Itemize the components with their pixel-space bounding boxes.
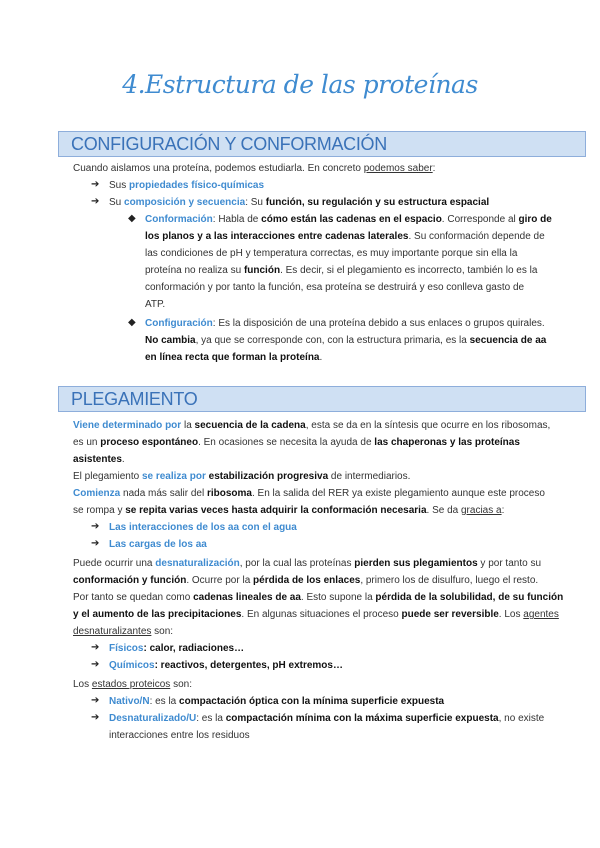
plegamiento-line-11: desnaturalizantes son: xyxy=(73,626,174,637)
conformacion-line-6: ATP. xyxy=(145,299,166,310)
section-heading-text: PLEGAMIENTO xyxy=(71,389,198,409)
plegamiento-line-8: conformación y función. Ocurre por la pérdida de los enlaces, primero los de disulfuro, luego el resto. xyxy=(73,575,539,586)
section-heading-plegamiento xyxy=(58,386,586,412)
plegamiento-line-9: Por tanto se quedan como cadenas lineales de aa. Esto supone la pérdida de la solubilidad, de su función xyxy=(73,592,564,603)
plegamiento-line-10: y el aumento de las precipitaciones. En algunas situaciones el proceso puede ser reversible. Los agentes xyxy=(73,609,559,620)
conformacion-line-4: proteína no realiza su función. Es decir, si el plegamiento es incorrecto, también lo es la xyxy=(145,265,538,276)
arrow-bullet-icon: ➔ xyxy=(91,521,100,532)
configuracion-line-1: Configuración: Es la disposición de una proteína debido a sus enlaces o grupos quirales. xyxy=(145,318,545,329)
bullet-composicion: Su composición y secuencia: Su función, su regulación y su estructura espacial xyxy=(109,197,490,208)
plegamiento-line-4: El plegamiento se realiza por estabilización progresiva de intermediarios. xyxy=(73,471,411,482)
bullet-desnaturalizado: Desnaturalizado/U: es la compactación mínima con la máxima superficie expuesta, no existe xyxy=(109,713,545,724)
arrow-bullet-icon: ➔ xyxy=(91,179,100,190)
plegamiento-line-5: Comienza nada más salir del ribosoma. En la salida del RER ya existe plegamiento aunque este proceso xyxy=(73,488,545,499)
conformacion-line-2: los planos y a las interacciones entre cadenas laterales. Su conformación depende de xyxy=(145,231,545,242)
section-heading-configuracion xyxy=(58,131,586,157)
bullet-cargas: Las cargas de los aa xyxy=(109,539,207,550)
arrow-bullet-icon: ➔ xyxy=(91,538,100,549)
conformacion-line-3: las condiciones de pH y temperatura correctas, es muy importante porque sin ella la xyxy=(145,248,518,259)
configuracion-line-3: en línea recta que forman la proteína. xyxy=(145,352,323,363)
bullet-nativo: Nativo/N: es la compactación óptica con la mínima superficie expuesta xyxy=(109,696,445,707)
paragraph-intro: Cuando aislamos una proteína, podemos estudiarla. En concreto podemos saber: xyxy=(73,163,436,174)
arrow-bullet-icon: ➔ xyxy=(91,659,100,670)
bullet-interacciones: Las interacciones de los aa con el agua xyxy=(109,522,297,533)
plegamiento-line-6: se rompa y se repita varias veces hasta adquirir la conformación necesaria. Se da gracias a: xyxy=(73,505,505,516)
arrow-bullet-icon: ➔ xyxy=(91,695,100,706)
conformacion-line-5: conformación y por tanto la función, esa proteína se destruirá y eso conlleva gasto de xyxy=(145,282,525,293)
conformacion-line-1: Conformación: Habla de cómo están las cadenas en el espacio. Corresponde al giro de xyxy=(145,214,552,225)
configuracion-line-2: No cambia, ya que se corresponde con, con la estructura primaria, es la secuencia de aa xyxy=(145,335,547,346)
plegamiento-line-1: Viene determinado por la secuencia de la cadena, esta se da en la síntesis que ocurre en los ribosomas, xyxy=(73,420,551,431)
bullet-fisicos: Físicos: calor, radiaciones… xyxy=(109,643,245,654)
arrow-bullet-icon: ➔ xyxy=(91,712,100,723)
section-heading-text: CONFIGURACIÓN Y CONFORMACIÓN xyxy=(71,134,387,154)
bullet-quimicos: Químicos: reactivos, detergentes, pH extremos… xyxy=(109,660,343,671)
plegamiento-line-7: Puede ocurrir una desnaturalización, por la cual las proteínas pierden sus plegamientos y por tanto su xyxy=(73,558,542,569)
bullet-propiedades: Sus propiedades físico-químicas xyxy=(109,180,265,191)
arrow-bullet-icon: ➔ xyxy=(91,196,100,207)
arrow-bullet-icon: ➔ xyxy=(91,642,100,653)
diamond-bullet-icon: ◆ xyxy=(128,213,136,224)
plegamiento-line-3: asistentes. xyxy=(73,454,125,465)
desnaturalizado-line-2: interacciones entre los residuos xyxy=(109,730,250,741)
plegamiento-line-2: es un proceso espontáneo. En ocasiones se necesita la ayuda de las chaperonas y las proteínas xyxy=(73,437,520,448)
diamond-bullet-icon: ◆ xyxy=(128,317,136,328)
page-title: 4.Estructura de las proteínas xyxy=(122,70,478,99)
estados-intro: Los estados proteicos son: xyxy=(73,679,192,690)
